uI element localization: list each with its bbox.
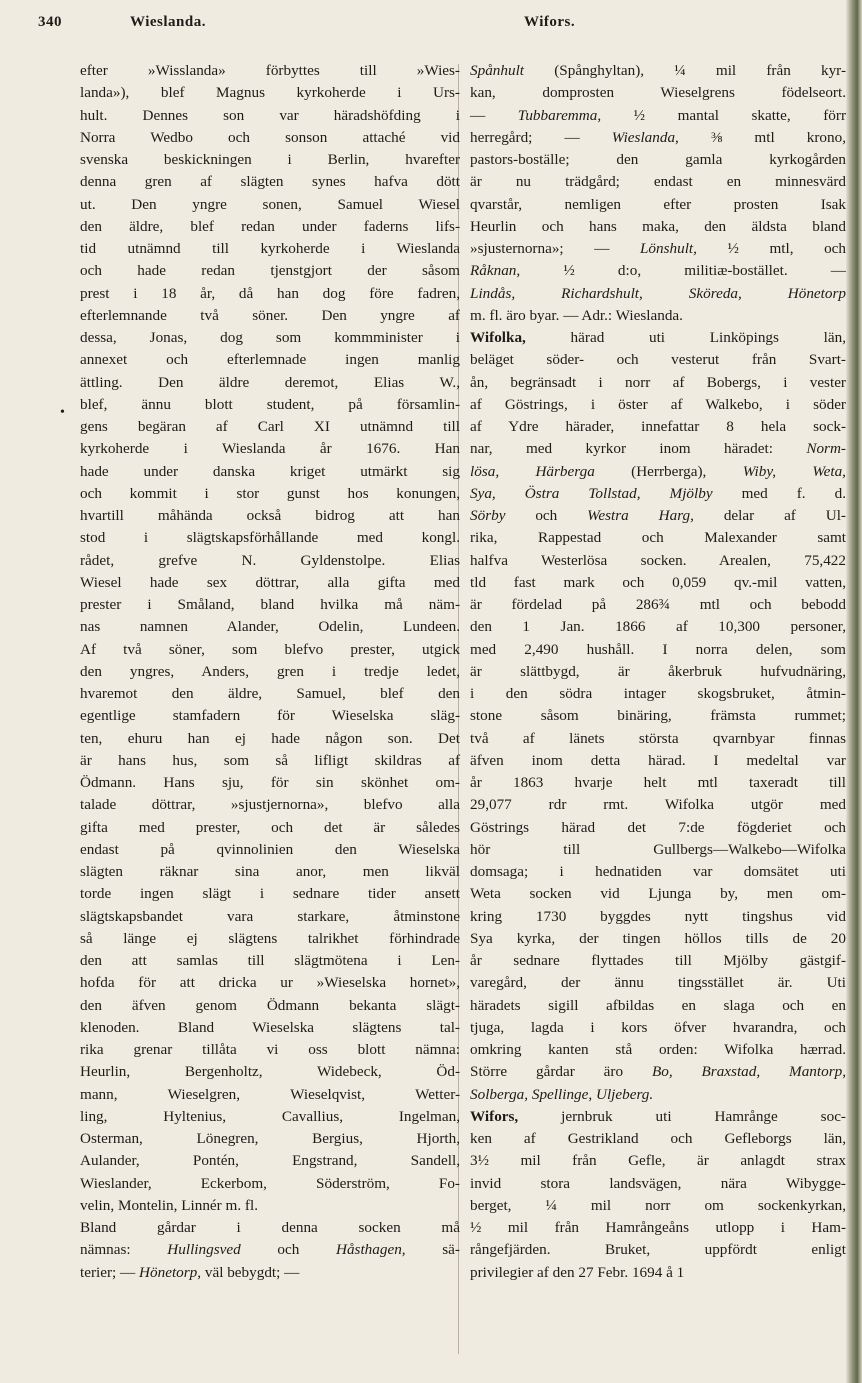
text-line: rika, Rappestad och Malexander samt xyxy=(470,529,846,547)
text-line: och kommit i stor gunst hos konungen, xyxy=(80,484,460,502)
text-line: velin, Montelin, Linnér m. fl. xyxy=(80,1196,259,1214)
text-line: den yngres, Anders, gren i tredje ledet, xyxy=(80,662,460,680)
text-line: den 1 Jan. 1866 af 10,300 personer, xyxy=(470,618,846,636)
text-line: halfva Westerlösa socken. Arealen, 75,422 xyxy=(470,551,846,569)
margin-mark: • xyxy=(60,405,65,420)
right-text-column xyxy=(470,60,846,1284)
text-line: pastors-boställe; den gamla kyrkogården xyxy=(470,151,846,168)
text-line: dessa, Jonas, dog som kommminister i xyxy=(80,329,460,346)
text-line: terier; — Hönetorp, väl bebygdt; — xyxy=(80,1263,300,1281)
text-line: af Göstrings, i öster af Walkebo, i söder xyxy=(470,395,846,413)
text-line: tjuga, lagda i kors öfver hvarandra, och xyxy=(470,1018,846,1036)
text-line: ut. Den yngre sonen, Samuel Wiesel xyxy=(80,195,460,213)
page-header xyxy=(38,14,838,42)
text-line: »sjusternorna»; — Lönshult, ½ mtl, och xyxy=(470,240,847,257)
text-line: kring 1730 byggdes nytt tingshus vid xyxy=(470,907,846,925)
text-line: — Tubbaremma, ½ mantal skatte, förr xyxy=(470,106,846,124)
text-line: blef, ännu blott student, på församlin- xyxy=(80,395,460,413)
text-line: Wifolka, härad uti Linköpings län, xyxy=(470,329,846,346)
text-line: Wiesel hade sex döttrar, alla gifta med xyxy=(80,573,460,591)
text-line: ån, begränsadt i norr af Bobergs, i vester xyxy=(470,373,846,391)
text-line: Göstrings härad det 7:de fögderiet och xyxy=(470,818,846,836)
text-line: domsaga; i hednatiden var domsätet uti xyxy=(470,863,846,880)
text-line: privilegier af den 27 Febr. 1694 å 1 xyxy=(470,1263,685,1281)
text-line: rådet, grefve N. Gyldenstolpe. Elias xyxy=(80,551,460,569)
text-line: mann, Wieselgren, Wieselqvist, Wetter- xyxy=(80,1085,460,1103)
text-line: Bland gårdar i denna socken må xyxy=(80,1219,460,1236)
text-line: prest i 18 år, då han dog före fadren, xyxy=(80,284,460,302)
text-line: gifta med prester, och det är således xyxy=(80,818,460,836)
text-line: nämnas: Hullingsved och Håsthagen, sä- xyxy=(80,1241,460,1259)
text-line: och hade redan tjenstgjort der såsom xyxy=(80,262,460,280)
text-line: nas namnen Alander, Odelin, Lundeen. xyxy=(80,618,460,636)
text-line: i den södra intager skogsbruket, åtmin- xyxy=(470,685,846,702)
text-line: ½ mil från Hamrångeåns utlopp i Ham- xyxy=(470,1219,846,1236)
text-line: rika grenar tillåta vi oss blott nämna: xyxy=(80,1041,460,1058)
text-line: Ödmann. Hans sju, för sin skönhet om- xyxy=(80,774,460,791)
text-line: herregård; — Wieslanda, ⅜ mtl krono, xyxy=(470,128,846,146)
text-line: invid stora landsvägen, nära Wibygge- xyxy=(470,1174,846,1192)
text-line: den att samlas till slägtmötena i Len- xyxy=(80,952,460,969)
text-line: stod i slägtskapsförhållande med kongl. xyxy=(80,529,460,547)
text-line: hvartill måhända också bidrog att han xyxy=(80,507,460,524)
text-line: kyrkoherde i Wieslanda år 1676. Han xyxy=(80,440,460,458)
text-line: Weta socken vid Ljunga by, men om- xyxy=(470,885,846,903)
text-line: nar, med kyrkor inom häradet: Norm- xyxy=(470,440,846,458)
text-line: egentlige stamfadern för Wieselska släg- xyxy=(80,707,460,725)
text-line: två af länets största qvarnbyar finnas xyxy=(470,729,846,747)
text-line: gens begäran af Carl XI utnämnd till xyxy=(80,418,460,435)
text-line: 29,077 rdr rmt. Wifolka utgör med xyxy=(470,796,846,814)
text-line: Heurlin, Bergenholtz, Widebeck, Öd- xyxy=(80,1063,460,1081)
text-line: tld fast mark och 0,059 qv.-mil vatten, xyxy=(470,573,846,591)
text-line: så länge ej slägtens talrikhet förhindrade xyxy=(80,929,460,947)
text-line: Aulander, Pontén, Engstrand, Sandell, xyxy=(80,1152,460,1170)
page-edge xyxy=(846,0,862,1383)
page-number: 340 xyxy=(38,14,62,30)
text-line: ken af Gestrikland och Gefleborgs län, xyxy=(470,1130,846,1147)
text-line: ling, Hyltenius, Cavallius, Ingelman, xyxy=(80,1107,460,1125)
text-line: prester i Småland, bland hvilka må näm- xyxy=(80,596,460,613)
text-line: efter »Wisslanda» förbyttes till »Wies- xyxy=(80,62,460,79)
text-line: efterlemnande två söner. Den yngre af xyxy=(80,306,460,324)
text-line: hvaremot den äldre, Samuel, blef den xyxy=(80,685,460,702)
text-line: Norra Wedbo och sonson attaché vid xyxy=(80,128,460,146)
text-line: Lindås, Richardshult, Sköreda, Hönetorp xyxy=(470,284,846,302)
left-running-head: Wieslanda. xyxy=(130,14,206,30)
text-line: endast på qvinnolinien den Wieselska xyxy=(80,840,460,858)
text-line: hör till Gullbergs—Walkebo—Wifolka xyxy=(470,840,846,858)
text-line: slägten räknar sina anor, men likväl xyxy=(80,863,460,880)
text-line: Större gårdar äro Bo, Braxstad, Mantorp, xyxy=(470,1063,847,1081)
text-line: är nu trädgård; endast en minnesvärd xyxy=(470,173,846,191)
text-line: hofda för att dricka ur »Wieselska hornet», xyxy=(80,974,460,992)
text-line: hult. Dennes son var häradshöfding i xyxy=(80,106,460,124)
text-line: beläget söder- och vesterut från Svart- xyxy=(470,351,846,369)
text-line: med 2,490 hushåll. I norra delen, som xyxy=(470,640,846,658)
text-line: äfven inom detta härad. I medeltal var xyxy=(470,751,846,769)
left-text-column xyxy=(80,60,460,1284)
text-line: Spånhult (Spånghyltan), ¼ mil från kyr- xyxy=(470,62,846,79)
text-line: den äfven genom Ödmann bekanta slägt- xyxy=(80,996,460,1014)
text-line: rångefjärden. Bruket, uppfördt enligt xyxy=(470,1241,846,1259)
text-line: omkring kanten stå orden: Wifolka hærrad. xyxy=(470,1041,846,1058)
text-line: Wieslander, Eckerbom, Söderström, Fo- xyxy=(80,1174,460,1192)
text-line: m. fl. äro byar. — Adr.: Wieslanda. xyxy=(470,306,683,324)
text-line: kan, domprosten Wieselgrens födelseort. xyxy=(470,84,846,102)
text-line: annexet och efterlemnade ingen manlig xyxy=(80,351,460,369)
text-line: hade under danska kriget utmärkt sig xyxy=(80,462,460,480)
right-running-head: Wifors. xyxy=(524,14,576,30)
text-line: klenoden. Bland Wieselska slägtens tal- xyxy=(80,1018,460,1036)
text-line: år sednare flyttades till Mjölby gästgif- xyxy=(470,952,846,969)
text-line: Sya, Östra Tollstad, Mjölby med f. d. xyxy=(470,484,846,502)
text-line: den äldre, blef redan under faderns lifs- xyxy=(80,217,460,235)
text-line: är fördelad på 286¾ mtl och bebodd xyxy=(470,596,846,613)
text-line: Solberga, Spellinge, Uljeberg. xyxy=(470,1085,654,1103)
text-line: slägtskapsbandet vara starkare, åtminstone xyxy=(80,907,460,925)
text-line: stone såsom binäring, främsta rummet; xyxy=(470,707,846,725)
text-line: Osterman, Lönegren, Bergius, Hjorth, xyxy=(80,1130,460,1147)
text-line: varegård, der ännu tingsstället är. Uti xyxy=(470,974,846,992)
text-line: Wifors, jernbruk uti Hamrånge soc- xyxy=(470,1107,846,1125)
text-line: är slättbygd, är åkerbruk hufvudnäring, xyxy=(470,662,846,680)
text-line: 3½ mil från Gefle, är anlagdt strax xyxy=(470,1152,846,1170)
text-line: tid utnämnd till kyrkoherde i Wieslanda xyxy=(80,240,460,257)
text-line: Sörby och Westra Harg, delar af Ul- xyxy=(470,507,846,524)
text-line: landa»), blef Magnus kyrkoherde i Urs- xyxy=(80,84,460,102)
text-line: Heurlin och hans maka, den äldsta bland xyxy=(470,217,846,235)
text-line: år 1863 hvarje helt mtl taxeradt till xyxy=(470,774,846,791)
text-line: qvarstår, nemligen efter prosten Isak xyxy=(470,195,846,213)
text-line: lösa, Härberga (Herrberga), Wiby, Weta, xyxy=(470,462,846,480)
text-line: Af två söner, som blefvo prester, utgick xyxy=(80,640,460,658)
text-line: häradets sigill afbildas en slaga och en xyxy=(470,996,846,1014)
text-line: ättling. Den äldre deremot, Elias W., xyxy=(80,373,460,391)
text-line: berget, ¼ mil norr om sockenkyrkan, xyxy=(470,1196,846,1214)
text-line: denna gren af slägten synes hafva dött xyxy=(80,173,460,191)
text-line: svenska beskickningen i Berlin, hvarefter xyxy=(80,151,460,168)
text-line: af Ydre härader, innefattar 8 hela sock- xyxy=(470,418,846,435)
text-line: är hans hus, som så lifligt skildras af xyxy=(80,751,460,769)
text-line: torde ingen slägt i sednare tider ansett xyxy=(80,885,460,903)
text-line: talade döttrar, »sjustjernorna», blefvo alla xyxy=(80,796,460,814)
text-line: Råknan, ½ d:o, militiæ-bostället. — xyxy=(470,262,846,280)
text-line: ten, ehuru han ej hade någon son. Det xyxy=(80,729,460,747)
text-line: Sya kyrka, der tingen höllos tills de 20 xyxy=(470,929,846,947)
